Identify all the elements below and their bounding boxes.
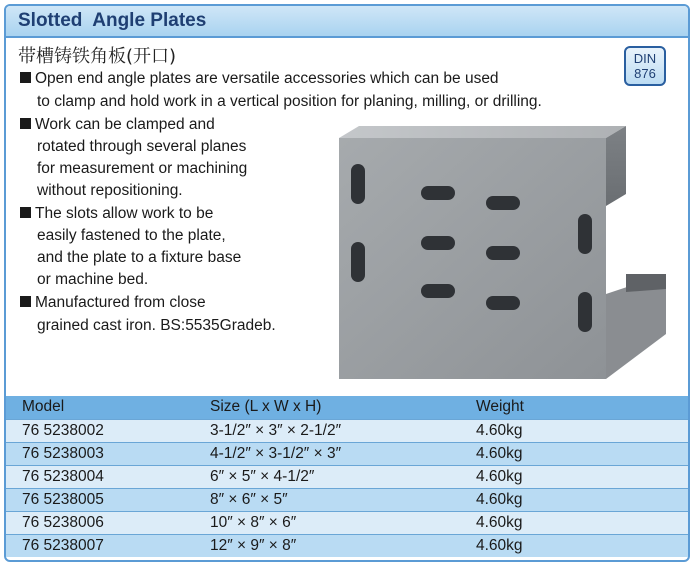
description-line [37,93,542,111]
weight-cell: 4.60kg [476,422,523,439]
description-line [20,294,206,312]
weight-cell: 4.60kg [476,514,523,531]
table-row [6,488,688,511]
table-row [6,419,688,442]
plate-side [606,126,626,206]
size-cell: 12″ × 9″ × 8″ [210,537,297,554]
table-row [6,442,688,465]
slot [578,214,592,254]
description-text: Manufactured from close [35,294,206,311]
page-title: Slotted Angle Plates [18,10,207,31]
model-cell: 76 5238002 [22,422,104,439]
description-text: grained cast iron. BS:5535Gradeb. [37,317,276,334]
model-table [6,396,688,557]
plate-front-face [339,138,606,379]
slot [351,164,365,204]
din-badge [624,46,666,86]
model-cell: 76 5238004 [22,468,104,485]
weight-cell: 4.60kg [476,445,523,462]
description-text: and the plate to a fixture base [37,249,242,266]
weight-cell: 4.60kg [476,491,523,508]
description-line [37,182,183,200]
model-cell: 76 5238005 [22,491,104,508]
chinese-subtitle: 带槽铸铁角板(开口) [18,46,177,67]
model-cell: 76 5238006 [22,514,104,531]
title-bar [6,6,688,38]
table-row [6,511,688,534]
size-cell: 8″ × 6″ × 5″ [210,491,288,508]
model-cell: 76 5238003 [22,445,104,462]
column-header-model: Model [22,398,65,415]
product-panel [4,4,690,562]
description-line [37,271,148,289]
description-line [37,249,241,267]
din-badge-line1: DIN [633,51,657,66]
description-text: or machine bed. [37,271,149,288]
slot [421,186,455,200]
plate-top-edge [339,126,626,138]
description-text: without repositioning. [37,182,183,199]
table-row [6,465,688,488]
description-text: Work can be clamped and [35,116,215,133]
description-text: for measurement or machining [37,160,248,177]
bullet-square-icon [20,296,31,307]
slot [486,196,520,210]
slot [486,296,520,310]
size-cell: 4-1/2″ × 3-1/2″ × 3″ [210,445,342,462]
description-text: easily fastened to the plate, [37,227,226,244]
description-line [37,138,246,156]
bullet-square-icon [20,207,31,218]
description-line [37,227,226,245]
column-header-size: Size (L x W x H) [210,398,322,415]
size-cell: 10″ × 8″ × 6″ [210,514,297,531]
size-cell: 3-1/2″ × 3″ × 2-1/2″ [210,422,342,439]
slot [486,246,520,260]
table-header-row [6,396,688,419]
description-line [20,205,213,223]
slot [351,242,365,282]
description-text: Open end angle plates are versatile accessories which can be used [35,70,499,87]
bullet-square-icon [20,72,31,83]
description-line [20,116,215,134]
column-header-weight: Weight [476,398,524,415]
slot [421,236,455,250]
slot [421,284,455,298]
slot [578,292,592,332]
description-line [20,70,499,88]
description-line [37,317,276,335]
size-cell: 6″ × 5″ × 4-1/2″ [210,468,315,485]
angle-plate-image [321,124,671,392]
table-row [6,534,688,557]
bullet-square-icon [20,118,31,129]
weight-cell: 4.60kg [476,537,523,554]
description-text: The slots allow work to be [35,205,214,222]
description-text: rotated through several planes [37,138,247,155]
model-cell: 76 5238007 [22,537,104,554]
description-line [37,160,247,178]
description-text: to clamp and hold work in a vertical position for planing, milling, or drilling. [37,93,542,110]
din-badge-line2: 876 [634,66,656,81]
weight-cell: 4.60kg [476,468,523,485]
